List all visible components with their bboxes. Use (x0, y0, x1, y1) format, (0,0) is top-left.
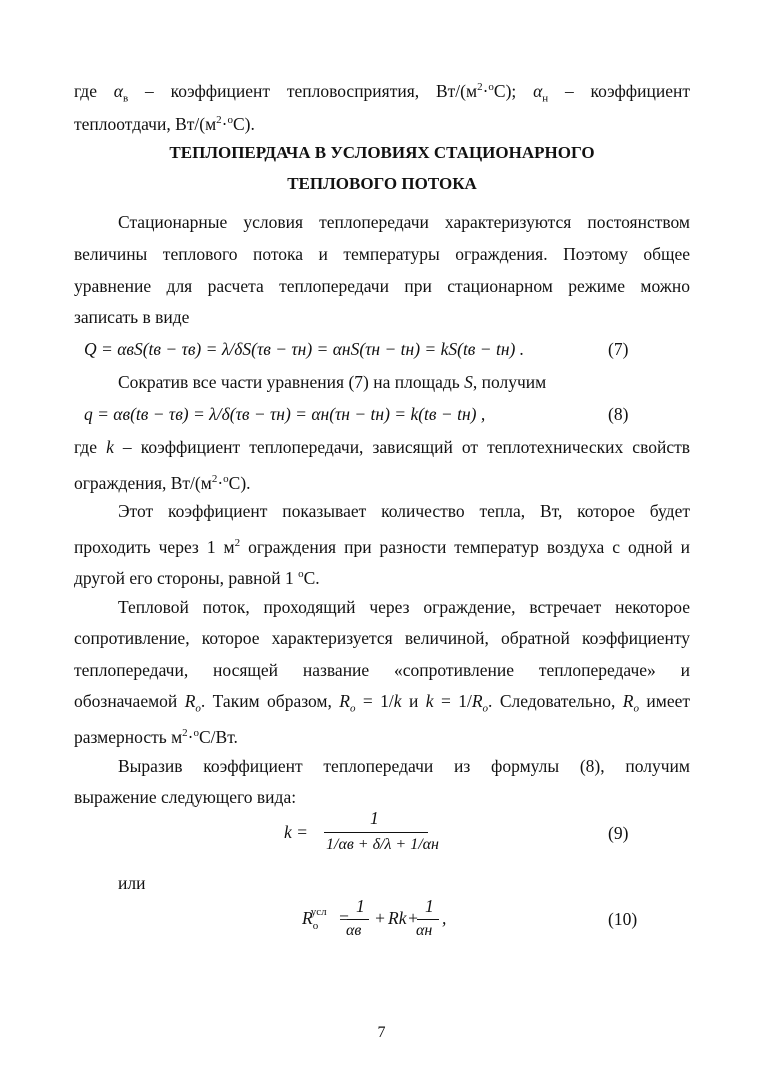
equation-number: (8) (608, 404, 629, 424)
section-heading: ТЕПЛОПЕРДАЧА В УСЛОВИЯХ СТАЦИОНАРНОГО (169, 143, 595, 162)
paragraph-line: Сократив все части уравнения (7) на площадь S, получим (118, 372, 547, 392)
paragraph-line: выражение следующего вида: (74, 787, 297, 807)
paragraph-line: сопротивление, которое характеризуется величиной, обратной коэффициенту (74, 628, 690, 648)
paragraph-line: где k – коэффициент теплопередачи, зависящий от теплотехнических свойств (74, 437, 691, 457)
paragraph-line: где $\alpha_в$ – коэффициент тепловосприятия, $Вт/(м^2\cdot^оС)$; $\alpha_н$ – коэффициент (74, 80, 690, 105)
paragraph-line: теплопередачи, носящей название «сопротивление теплопередаче» и (74, 660, 690, 680)
fraction-bar (417, 919, 439, 920)
page-number: 7 (377, 1024, 386, 1041)
paragraph-line: Тепловой поток, проходящий через ограждение, встречает некоторое (118, 597, 690, 617)
fraction-numerator: 1 (356, 896, 365, 916)
section-heading: ТЕПЛОВОГО ПОТОКА (287, 174, 477, 193)
paragraph-line: ограждения, $Вт/(м^2\cdot^оС)$. (74, 472, 251, 493)
paragraph-line: обозначаемой $R_o$. Таким образом, $R_o = 1/k$ и $k = 1/R_o$. Следовательно, $R_o$ имеет (74, 691, 691, 715)
fraction-denominator: 1/αв + δ/λ + 1/αн (326, 836, 439, 853)
paragraph-line: теплоотдачи, $Вт/(м^2\cdot^оС)$. (74, 113, 255, 134)
paragraph-line: другой его стороны, равной 1 $^о$С. (74, 567, 320, 588)
fraction-numerator: 1 (425, 896, 434, 916)
fraction-denominator: αв (346, 922, 362, 939)
equation-7: Q = αвS(tв − τв) = λ/δS(τв − τн) = αнS(τн − tн) = kS(tв − tн) . (84, 339, 525, 359)
paragraph-line: величины теплового потока и температуры ограждения. Поэтому общее (74, 244, 690, 264)
paragraph-line: Этот коэффициент показывает количество тепла, Вт, которое будет (118, 501, 690, 521)
paragraph-line: Стационарные условия теплопередачи характеризуются постоянством (118, 212, 690, 232)
paragraph-line: проходить через 1 $м^2$ ограждения при разности температур воздуха с одной и (74, 536, 690, 557)
equation-number: (10) (608, 909, 638, 929)
fraction-bar (324, 832, 428, 833)
fraction-denominator: αн (416, 922, 433, 939)
equation-8: q = αв(tв − τв) = λ/δ(τв − τн) = αн(τн − tн) = k(tв − tн) , (84, 404, 486, 424)
paragraph-line: размерность $м^2\cdot^оС/Вт$. (74, 726, 238, 747)
paragraph-line: записать в виде (74, 307, 190, 327)
fraction-numerator: 1 (370, 808, 379, 828)
fraction-bar (347, 919, 369, 920)
paragraph-line: Выразив коэффициент теплопередачи из формулы (8), получим (118, 756, 690, 776)
paragraph-line: уравнение для расчета теплопередачи при стационарном режиме можно (74, 276, 690, 296)
equation-number: (9) (608, 823, 629, 843)
equation-number: (7) (608, 339, 629, 359)
paragraph-line: или (118, 873, 146, 893)
